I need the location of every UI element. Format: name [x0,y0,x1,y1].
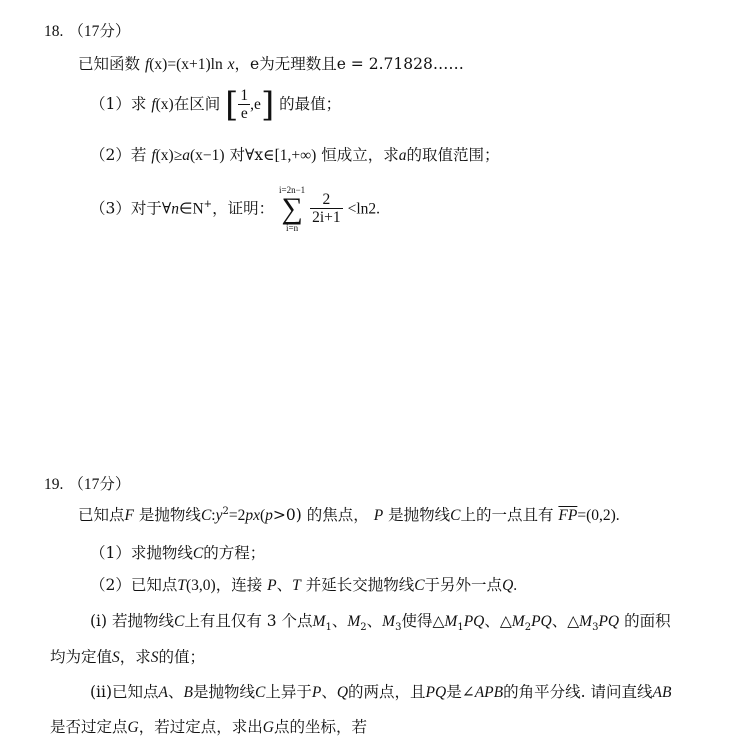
q19-part1 [90,544,265,564]
math-var: C [254,684,266,701]
fraction-denominator: 2i+1 [312,209,341,227]
text: 对∀x∈ [229,146,275,164]
math-expr: <ln2. [347,200,381,218]
question-number: 18. [44,23,64,40]
math-expr: (x)=(x+1)ln [149,56,223,73]
text: 是抛物线 [192,683,255,701]
text: ，若过定点，求出 [138,718,263,736]
text: 上的一点且有 [460,506,554,525]
text: 的值； [158,648,206,666]
math-var: S [150,649,159,666]
math-var: C [414,577,425,594]
math-var: a [182,147,190,164]
q19-part2 [90,576,517,596]
math-expr: =2 [228,507,246,525]
math-var: n [171,200,179,218]
math-var: PQ [425,684,447,701]
text: 点的坐标，若 [273,718,367,736]
math-expr: (x) [155,96,174,114]
q18-intro [78,55,464,75]
fraction-denominator: e [238,104,250,122]
math-var: T [292,577,301,594]
fraction [310,192,343,226]
text: ，求 [119,648,151,666]
math-expr: ∈N [178,200,204,218]
subscript: 3 [592,622,599,634]
math-var: y [215,507,223,525]
math-var: APB [474,684,504,701]
q19-part-i-cont [50,648,205,668]
text: 于另外一点 [424,576,503,594]
text: >0) 的焦点， [272,506,369,525]
text: 已知点 [78,506,125,525]
q19-intro [78,506,620,526]
part-label: （2）已知点 [90,576,178,594]
text: 、 [167,683,184,701]
math-var: M [312,613,326,630]
math-var: M [382,613,396,630]
math-var: M [579,613,593,630]
text: 、 [331,612,348,630]
text: 上有且仅有 3 个点 [184,612,313,630]
q18-part1 [90,85,342,126]
math-var: f [151,96,156,114]
math-var: G [262,719,274,736]
math-var: C [173,613,185,630]
math-var: f [151,147,156,164]
part-label: (ii)已知点 [90,683,159,701]
part-label: （2）若 [90,146,147,164]
vector-FP: $\overline{FP}$ [558,507,578,525]
math-var: C [450,507,461,525]
text: ，证明： [212,199,275,218]
math-interval: [1,+∞) [274,147,317,164]
text: 是否过定点 [50,718,128,736]
bracket-left: [ [225,85,239,126]
math-var: AB [652,684,672,701]
text: 已知函数 [78,55,141,73]
subscript: 2 [524,622,532,634]
q18-header [44,22,130,42]
math-var: a [398,147,407,164]
math-var: PQ [531,613,552,630]
math-var: C [192,545,204,562]
text: 上异于 [265,683,312,701]
q19-part-i [90,612,671,634]
summation [279,186,305,233]
q18-part3 [90,186,380,233]
math-expr: =(0,2). [577,507,620,525]
bracket-right: ] [260,85,275,126]
text: 并延长交抛物线 [305,576,415,594]
sum-upper-limit: i=2n−1 [279,185,306,195]
math-var: P [267,577,277,594]
math-var: G [127,719,139,736]
text: 在区间 [173,95,221,114]
math-var: f [144,56,150,73]
text: 、 [321,683,337,701]
math-var: M [511,613,525,630]
part-label: （3）对于∀ [90,199,172,218]
math-expr: ,e [250,96,261,114]
math-var: M [444,613,458,630]
math-var: T [177,577,186,594]
text: 、△ [551,612,580,630]
q19-part-ii-cont [50,718,367,738]
math-expr: : [211,507,216,525]
math-var: S [112,649,120,666]
math-var: F [124,507,134,525]
math-var: C [200,507,212,525]
subscript: 2 [360,622,367,634]
text: 、 [366,612,383,630]
math-expr: (3,0)，连接 [186,577,263,594]
sigma-symbol: ∑ [281,192,303,225]
math-var: M [347,613,361,630]
text: 的角平分线. 请问直线 [503,683,653,701]
text: 是抛物线 [388,506,451,525]
text: 的取值范围； [406,146,500,164]
q19-header [44,475,130,495]
math-expr: (x−1) [189,147,225,164]
math-var: P [373,507,384,525]
math-var: px [245,507,260,525]
sum-lower-limit: i=n [286,222,299,233]
math-var: PQ [463,613,485,630]
text: ，e为无理数且e = 2.71828…… [234,55,464,73]
text: 的两点，且 [348,683,426,701]
math-var: A [158,684,168,701]
math-var: x [227,56,235,73]
math-var: Q [336,684,349,701]
text: 的最值； [279,95,342,114]
math-var: Q [502,577,514,594]
math-expr: (x)≥ [155,147,183,164]
subscript: 1 [325,622,332,634]
text: 、 [276,576,293,594]
question-points: （17分） [68,23,131,40]
q18-part2 [90,146,500,166]
cutoff-fade-overlay [380,706,440,746]
text: 均为定值 [50,648,113,666]
math-expr: . [513,577,518,594]
superscript: + [203,199,213,211]
part-label: （1）求抛物线 [90,544,193,562]
subscript: 3 [395,622,402,634]
text: 的面积 [624,612,671,630]
text: 是∠ [446,683,475,701]
math-var: P [311,684,322,701]
part-label: (i) 若抛物线 [90,612,174,630]
fraction-numerator: 1 [240,87,249,104]
fraction-numerator: 2 [322,191,331,209]
subscript: 1 [457,622,464,634]
fraction [238,88,250,122]
text: 使得△ [401,612,445,630]
math-var: p [265,507,273,525]
q19-part-ii [90,683,671,703]
superscript: 2 [222,506,229,517]
math-var: PQ [598,613,620,630]
math-var: B [183,684,193,701]
text: 恒成立，求 [321,146,399,164]
text: 的方程； [203,544,266,562]
question-number: 19. [44,476,64,493]
text: 是抛物线 [138,506,201,525]
question-points: （17分） [68,476,131,493]
part-label: （1）求 [90,95,147,114]
math-expr: ( [260,507,266,525]
text: 、△ [484,612,512,630]
